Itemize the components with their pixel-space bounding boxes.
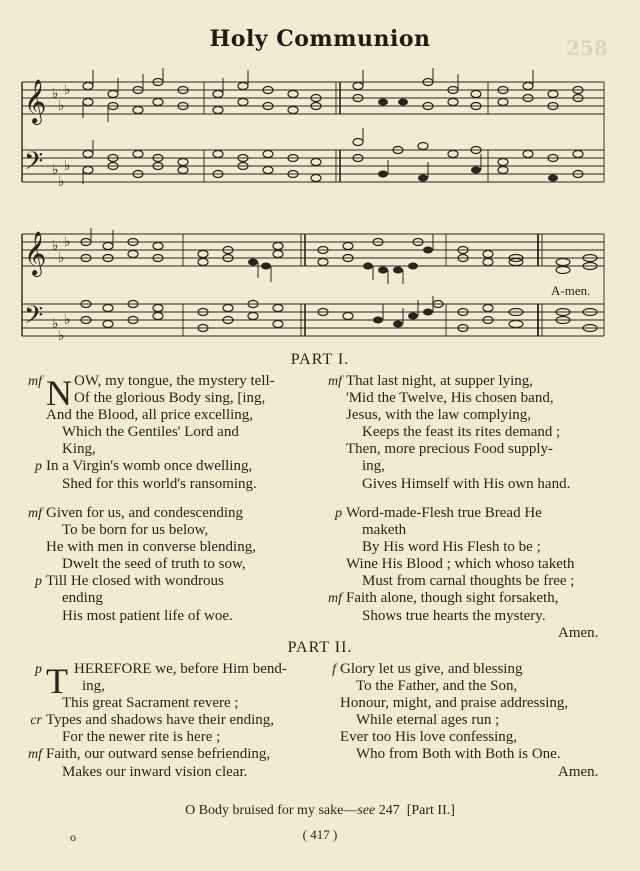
verse-line: This great Sacrament revere ; (62, 695, 239, 712)
svg-text:♭: ♭ (64, 82, 71, 98)
verse-line: His most patient life of woe. (62, 607, 233, 624)
dropcap-t: T (46, 661, 68, 701)
verse-line: Word-made-Flesh true Bread He (346, 505, 542, 521)
verse-line: Dwelt the seed of truth to sow, (62, 556, 246, 573)
verse-line: Ever too His love confessing, (340, 729, 518, 746)
verse-line: Faith, our outward sense befriending, (46, 746, 271, 763)
verse-line: That last night, at supper lying, (346, 373, 534, 389)
verse-line: Then, more precious Food supply- (346, 441, 554, 458)
dynamic-mark: mf (28, 506, 42, 521)
verse-line: 'Mid the Twelve, His chosen band, (346, 390, 554, 407)
svg-text:♭: ♭ (52, 162, 59, 178)
verse-line: maketh (362, 522, 407, 539)
verse-line: Given for us, and condescending (46, 505, 244, 521)
verse-line: OW, my tongue, the mystery tell- (74, 373, 275, 389)
signature-mark: o (70, 830, 76, 844)
cross-reference-text: O Body bruised for my sake (185, 803, 344, 818)
cross-reference: O Body bruised for my sake—see 247 [Part II.] (185, 803, 455, 818)
stanza-2 (28, 505, 256, 625)
dynamic-mark: mf (28, 374, 42, 389)
stanza-3 (328, 373, 571, 493)
svg-text:♭: ♭ (52, 238, 59, 254)
stanza-4 (328, 505, 599, 642)
ghost-page-number: 258 (566, 36, 608, 60)
verse-line: Makes our inward vision clear. (62, 763, 248, 780)
verse-line: Shows true hearts the mystery. (362, 607, 546, 624)
verse-line: King, (62, 441, 96, 458)
svg-text:♭: ♭ (64, 234, 71, 250)
verse-line: Types and shadows have their ending, (46, 712, 275, 729)
verse-line: In a Virgin's womb once dwelling, (46, 458, 253, 475)
stanza-6 (332, 661, 599, 781)
cross-reference-part: [Part II.] (406, 803, 455, 818)
dynamic-mark: p (35, 459, 42, 475)
verse-line: Till He closed with wondrous (46, 573, 224, 590)
verse-line: To be born for us below, (62, 522, 209, 539)
svg-text:♭: ♭ (52, 316, 59, 332)
verse-line: Glory let us give, and blessing (340, 661, 523, 677)
verse-line: By His word His Flesh to be ; (362, 539, 541, 556)
dynamic-mark: p (35, 574, 42, 590)
dynamic-mark: p (335, 506, 342, 521)
stanza-5 (28, 661, 287, 781)
svg-text:𝄞: 𝄞 (24, 79, 47, 123)
verse-line: While eternal ages run ; (356, 712, 500, 729)
verse-line: For the newer rite is here ; (62, 729, 221, 746)
dynamic-mark: cr (30, 713, 42, 729)
svg-text:♭: ♭ (58, 250, 65, 266)
verse-line: Faith alone, though sight forsaketh, (346, 590, 559, 607)
svg-text:♭: ♭ (52, 86, 59, 102)
dynamic-mark: f (332, 662, 336, 677)
music-system-1 (18, 68, 608, 186)
stanza-1 (28, 373, 275, 493)
cross-reference-number: 247 (378, 803, 400, 818)
svg-text:𝄞: 𝄞 (24, 231, 47, 275)
verse-line: Keeps the feast its rites demand ; (362, 424, 561, 441)
page-title: Holy Communion (209, 26, 431, 52)
part-1-heading: PART I. (290, 351, 350, 368)
verse-line: Who from Both with Both is One. (356, 746, 561, 763)
svg-text:♭: ♭ (58, 98, 65, 114)
amen-label: A-men. (551, 283, 591, 298)
page-number: ( 417 ) (302, 827, 338, 842)
svg-text:♭: ♭ (64, 158, 71, 174)
verse-line: Must from carnal thoughts be free ; (362, 573, 575, 590)
svg-text:♭: ♭ (64, 312, 71, 328)
part-2-heading: PART II. (287, 639, 353, 656)
verse-line: ending (62, 590, 103, 607)
verse-line: Wine His Blood ; which whoso taketh (346, 556, 575, 573)
svg-text:𝄢: 𝄢 (24, 147, 44, 182)
verse-line: To the Father, and the Son, (356, 678, 518, 695)
dropcap-n: N (46, 373, 72, 413)
svg-text:♭: ♭ (58, 174, 65, 186)
verse-line: ing, (82, 678, 105, 695)
verse-line: Of the glorious Body sing, [ing, (74, 390, 266, 407)
verse-line: Amen. (558, 763, 599, 780)
verse-line: Shed for this world's ransoming. (62, 475, 257, 492)
dynamic-mark: p (35, 662, 42, 677)
music-system-2 (18, 228, 608, 344)
cross-reference-see: see (357, 803, 376, 818)
verse-line: And the Blood, all price excelling, (46, 407, 254, 424)
svg-text:𝄢: 𝄢 (24, 301, 44, 336)
dynamic-mark: mf (328, 374, 342, 389)
verse-line: Gives Himself with His own hand. (362, 475, 571, 492)
verse-line: He with men in converse blending, (46, 539, 256, 556)
svg-text:♭: ♭ (58, 328, 65, 344)
verse-line: Honour, might, and praise addressing, (340, 695, 569, 712)
verse-line: Jesus, with the law complying, (346, 407, 531, 424)
dynamic-mark: mf (28, 747, 42, 763)
verse-line: ing, (362, 458, 385, 475)
verse-line: Which the Gentiles' Lord and (62, 424, 239, 441)
verse-line: HEREFORE we, before Him bend- (74, 661, 287, 677)
dynamic-mark: mf (328, 591, 342, 607)
verse-line: Amen. (558, 624, 599, 641)
